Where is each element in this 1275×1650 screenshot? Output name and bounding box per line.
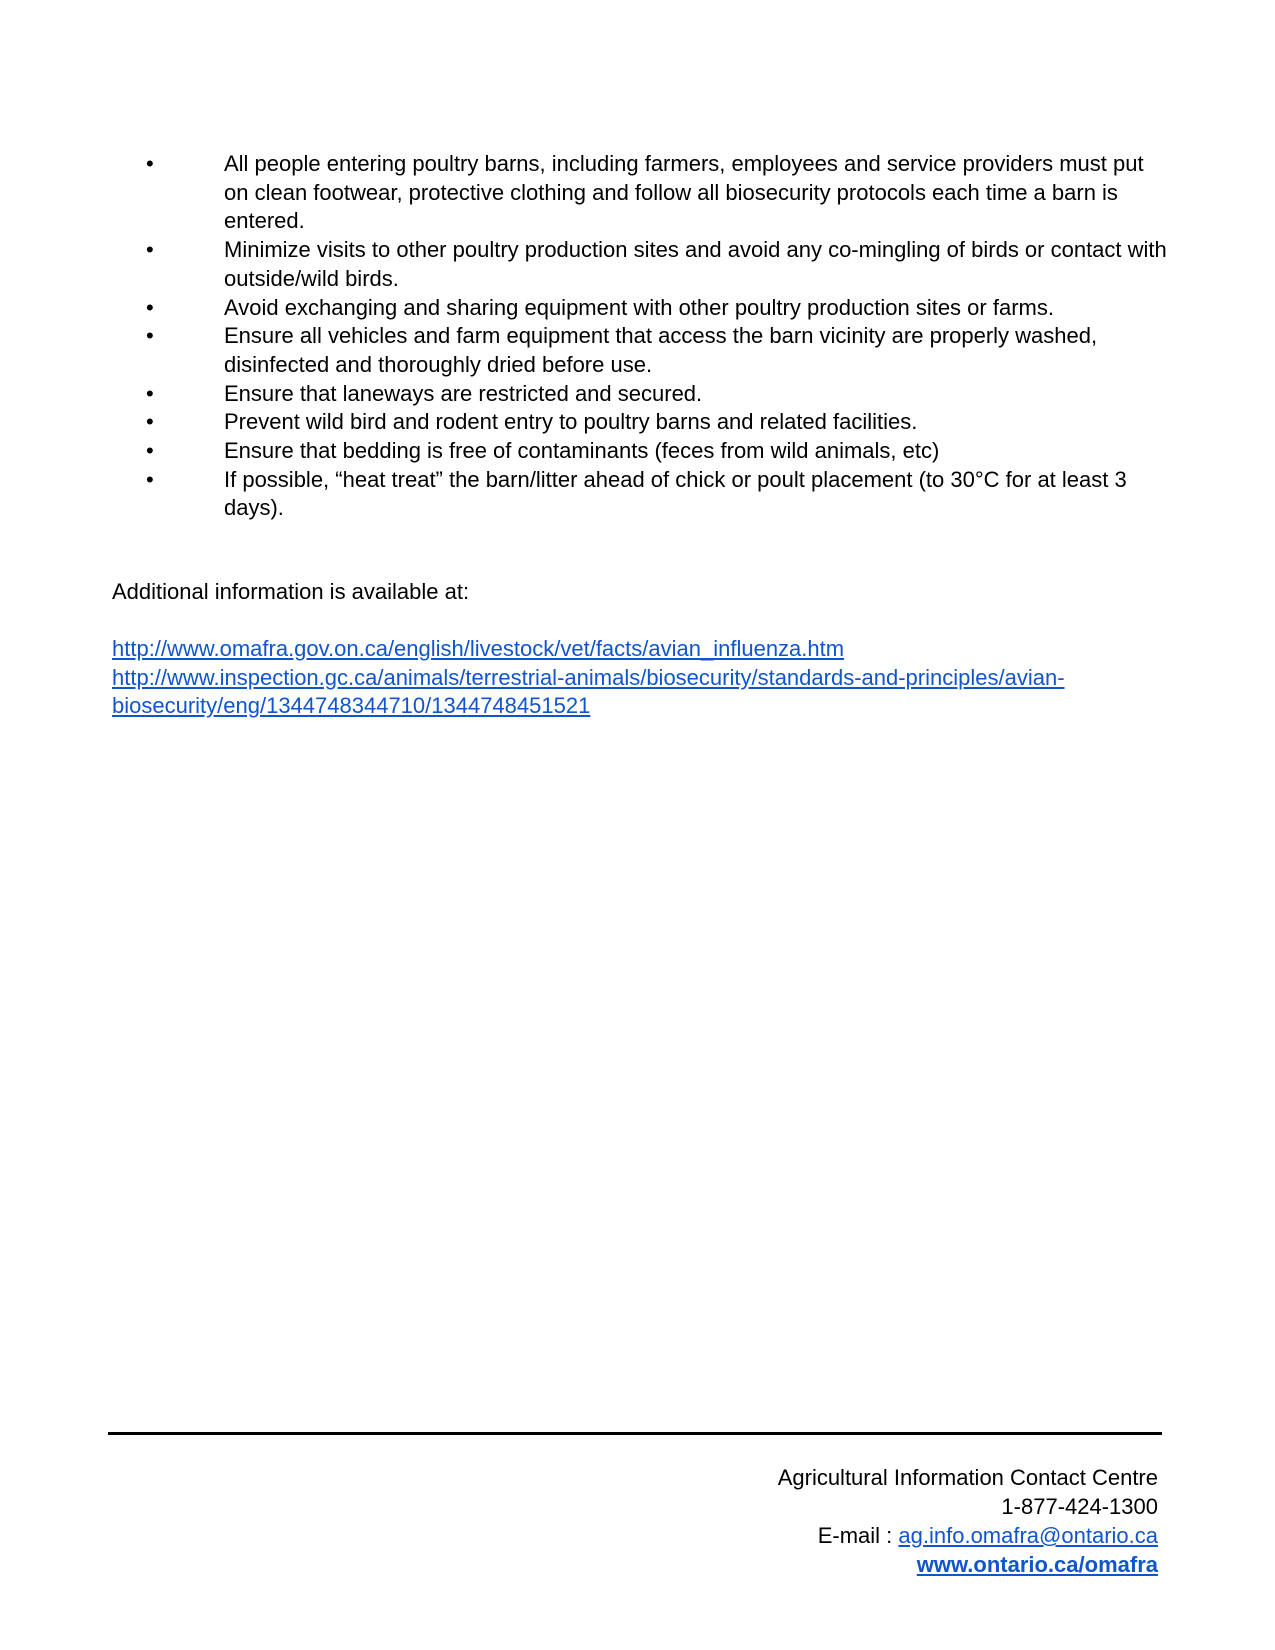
email-label: E-mail : — [817, 1523, 893, 1548]
resource-links — [112, 635, 1112, 721]
bullet-icon: • — [146, 151, 154, 176]
bullet-text: Avoid exchanging and sharing equipment with other poultry production sites or farms. — [224, 294, 1054, 320]
contact-centre-name: Agricultural Information Contact Centre — [777, 1465, 1158, 1490]
bullet-item — [112, 294, 1172, 323]
bullet-item — [112, 408, 1172, 437]
bullet-item — [112, 466, 1172, 523]
bullet-text: Minimize visits to other poultry production sites and avoid any co-mingling of birds or contact with outside/wild birds. — [224, 237, 1167, 291]
bullet-icon: • — [146, 438, 154, 464]
bullet-item — [112, 380, 1172, 409]
cfia-avian-biosecurity-link[interactable]: http://www.inspection.gc.ca/animals/terrestrial-animals/biosecurity/standards-and-principles/avian-biosecurity/eng/1344748344710/1344748451521 — [112, 664, 1065, 718]
bullet-icon: • — [146, 323, 154, 349]
contact-footer — [778, 1463, 1158, 1579]
bullet-text: Ensure that laneways are restricted and secured. — [224, 380, 703, 406]
bullet-text: Prevent wild bird and rodent entry to poultry barns and related facilities. — [224, 409, 918, 435]
bullet-icon: • — [146, 409, 154, 435]
contact-phone: 1-877-424-1300 — [1001, 1494, 1158, 1519]
footer-divider — [108, 1432, 1162, 1435]
bullet-item — [112, 150, 1172, 236]
email-link[interactable]: ag.info.omafra@ontario.ca — [898, 1523, 1158, 1548]
bullet-icon: • — [146, 237, 154, 263]
bullet-item — [112, 437, 1172, 466]
omafra-avian-influenza-link[interactable]: http://www.omafra.gov.on.ca/english/livestock/vet/facts/avian_influenza.htm — [112, 636, 845, 661]
bullet-item — [112, 236, 1172, 293]
bullet-icon: • — [146, 380, 154, 406]
bullet-item — [112, 322, 1172, 379]
bullet-text: All people entering poultry barns, including farmers, employees and service providers must put on clean footwear, protective clothing and follow all biosecurity protocols each time a barn is entered. — [224, 151, 1144, 234]
bullet-icon: • — [146, 294, 154, 320]
bullet-text: Ensure that bedding is free of contaminants (feces from wild animals, etc) — [224, 438, 940, 464]
website-link[interactable]: www.ontario.ca/omafra — [916, 1552, 1158, 1577]
contact-email-row — [778, 1521, 1158, 1550]
biosecurity-bullet-list — [112, 150, 1172, 523]
bullet-icon: • — [146, 466, 154, 492]
bullet-text: If possible, “heat treat” the barn/litter ahead of chick or poult placement (to 30°C for at least 3 days). — [224, 466, 1127, 521]
additional-info-intro: Additional information is available at: — [112, 579, 470, 604]
bullet-text: Ensure all vehicles and farm equipment that access the barn vicinity are properly washed, disinfected and thoroughly dried before use. — [224, 323, 1098, 377]
